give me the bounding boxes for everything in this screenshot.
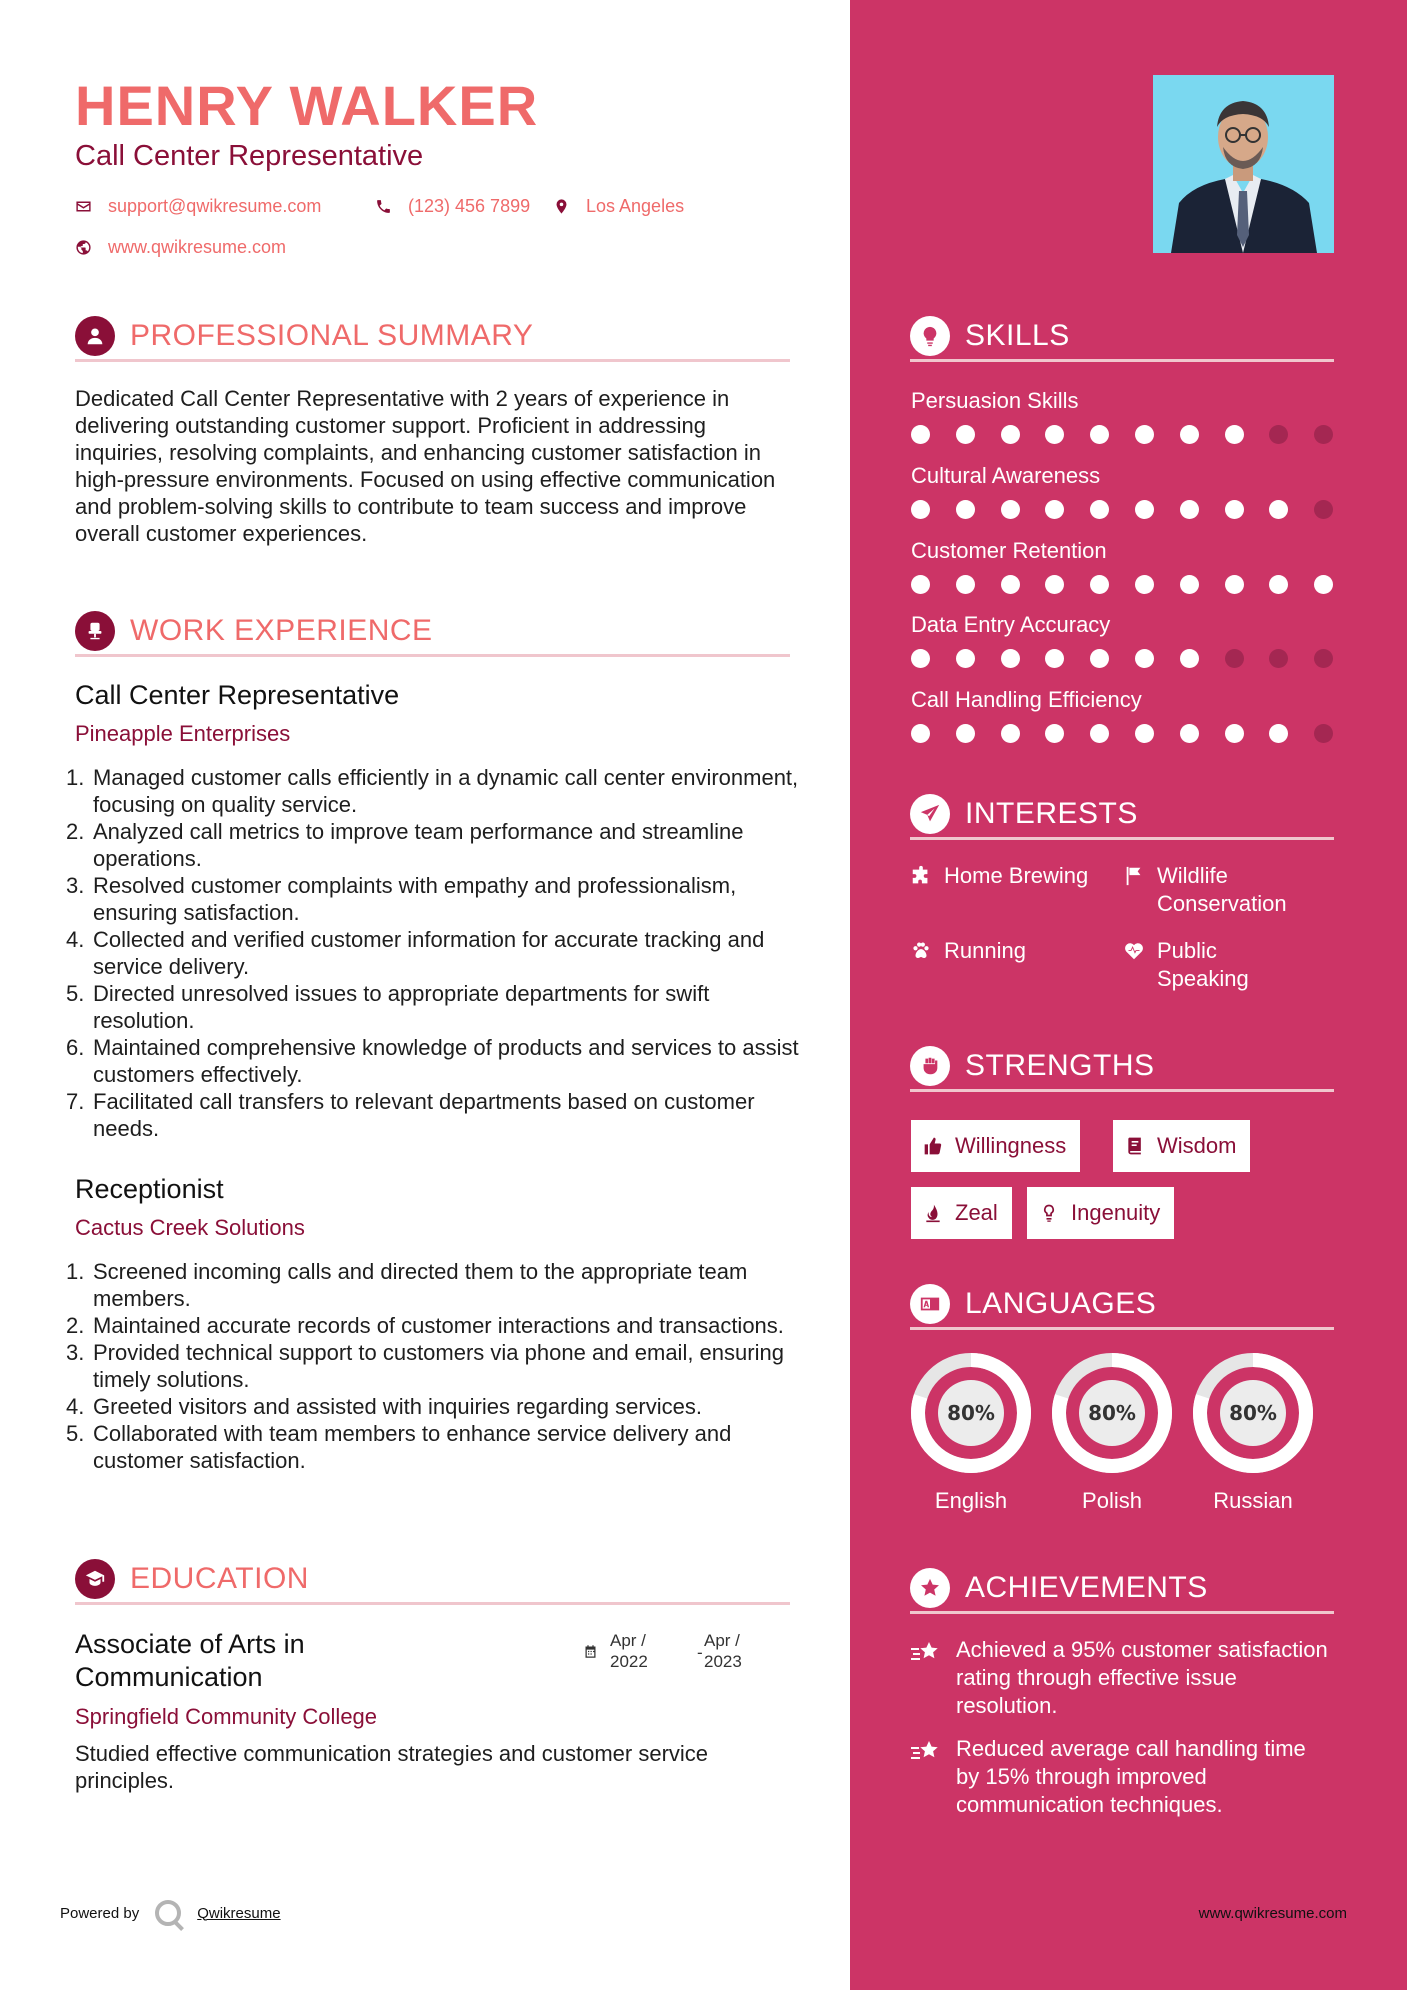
rating-dot-filled xyxy=(1180,649,1199,668)
list-item: 6. Maintained comprehensive knowledge of products and services to assist customers effectively. xyxy=(66,1035,799,1087)
rating-dot-filled xyxy=(1135,425,1154,444)
job-duties-list xyxy=(66,1258,801,1474)
summary-heading: PROFESSIONAL SUMMARY xyxy=(130,319,534,352)
experience-section-header xyxy=(75,611,790,657)
rating-dot-filled xyxy=(956,724,975,743)
experience-heading: WORK EXPERIENCE xyxy=(130,614,433,647)
rating-dot-empty xyxy=(1314,500,1333,519)
rating-dot-filled xyxy=(911,649,930,668)
website-text: www.qwikresume.com xyxy=(108,237,287,257)
list-item: 2. Maintained accurate records of customer interactions and transactions. xyxy=(66,1313,784,1338)
fist-icon xyxy=(910,1046,950,1086)
envelope-icon xyxy=(75,198,92,215)
user-icon xyxy=(75,316,115,356)
achievements-heading: ACHIEVEMENTS xyxy=(965,1571,1208,1604)
phone-contact[interactable] xyxy=(375,196,530,217)
edu-start-month: Apr / xyxy=(610,1631,646,1650)
rating-dot-filled xyxy=(911,575,930,594)
achievements-section-header xyxy=(910,1568,1334,1614)
book-icon xyxy=(1125,1136,1145,1156)
email-text: support@qwikresume.com xyxy=(108,196,322,216)
rating-dot-filled xyxy=(1045,649,1064,668)
rating-dot-filled xyxy=(1001,724,1020,743)
rating-dot-filled xyxy=(1180,724,1199,743)
globe-icon xyxy=(75,239,92,256)
summary-text: Dedicated Call Center Representative with 2 years of experience in delivering outstanding customer support. Proficient in addressing inquiries, resolving complaints, and enhancing customer satisfaction in high-pressure environments. Focused on using effective communication and problem-solving skills to contribute to team success and improve overall customer experiences. xyxy=(75,386,776,546)
language-percent: 80% xyxy=(1229,1401,1277,1425)
rating-dot-empty xyxy=(1225,649,1244,668)
languages-section-header xyxy=(910,1284,1334,1330)
skill-rating xyxy=(911,425,1333,444)
edu-date-separator: - xyxy=(697,1643,703,1662)
rating-dot-filled xyxy=(956,575,975,594)
skill-name: Persuasion Skills xyxy=(911,388,1079,413)
skill-name: Data Entry Accuracy xyxy=(911,612,1111,637)
strengths-section-header xyxy=(910,1046,1334,1092)
candidate-role: Call Center Representative xyxy=(75,140,424,172)
strength-label: Wisdom xyxy=(1157,1133,1237,1158)
star-badge-icon xyxy=(910,1568,950,1608)
rating-dot-empty xyxy=(1314,724,1333,743)
strength-label: Willingness xyxy=(955,1133,1067,1158)
skill-name: Call Handling Efficiency xyxy=(911,687,1142,712)
rating-dot-filled xyxy=(1045,575,1064,594)
interest-label: Public Speaking xyxy=(1157,938,1249,991)
strength-chip xyxy=(1113,1120,1250,1172)
achievement-item xyxy=(910,1735,1330,1819)
edu-end-year: 2023 xyxy=(704,1652,742,1671)
powered-by-text: Powered by xyxy=(60,1904,140,1922)
interest-item xyxy=(1123,937,1293,993)
skill-rating xyxy=(911,575,1333,594)
rating-dot-filled xyxy=(1090,425,1109,444)
skill-name: Customer Retention xyxy=(911,538,1107,563)
language-item xyxy=(1051,1352,1173,1514)
rating-dot-filled xyxy=(1001,500,1020,519)
rating-dot-filled xyxy=(1001,575,1020,594)
rating-dot-filled xyxy=(1269,724,1288,743)
rating-dot-filled xyxy=(1269,500,1288,519)
rating-dot-filled xyxy=(1225,724,1244,743)
strength-chip xyxy=(1027,1187,1174,1239)
shooting-star-icon xyxy=(910,1640,940,1666)
achievement-text: Reduced average call handling time by 15% through improved communication techniques. xyxy=(956,1736,1306,1817)
rating-dot-filled xyxy=(1180,425,1199,444)
edu-start-year: 2022 xyxy=(610,1652,648,1671)
skill-rating xyxy=(911,500,1333,519)
interest-item xyxy=(910,862,1088,890)
rating-dot-filled xyxy=(1045,425,1064,444)
list-item: 2. Analyzed call metrics to improve team performance and streamline operations. xyxy=(66,819,744,871)
language-progress-ring xyxy=(910,1352,1032,1474)
school-name: Springfield Community College xyxy=(75,1704,378,1729)
location-contact xyxy=(553,196,684,217)
summary-section-header xyxy=(75,316,790,362)
language-item xyxy=(1192,1352,1314,1514)
rating-dot-filled xyxy=(911,500,930,519)
interests-heading: INTERESTS xyxy=(965,797,1138,830)
paw-icon xyxy=(910,940,932,962)
rating-dot-filled xyxy=(911,724,930,743)
list-item: 4. Collected and verified customer information for accurate tracking and service delivery. xyxy=(66,927,765,979)
strength-label: Zeal xyxy=(955,1200,998,1225)
rating-dot-filled xyxy=(1314,575,1333,594)
rating-dot-filled xyxy=(1269,575,1288,594)
language-name: Russian xyxy=(1213,1488,1293,1513)
calendar-icon xyxy=(583,1644,598,1659)
heartbeat-icon xyxy=(1123,940,1145,962)
rating-dot-filled xyxy=(1180,500,1199,519)
rating-dot-filled xyxy=(1045,500,1064,519)
job-company: Cactus Creek Solutions xyxy=(75,1215,305,1240)
rating-dot-filled xyxy=(1135,575,1154,594)
interest-label: Wildlife Conservation xyxy=(1157,863,1287,916)
rating-dot-filled xyxy=(1090,649,1109,668)
strength-chip xyxy=(911,1120,1080,1172)
rating-dot-filled xyxy=(1090,500,1109,519)
office-chair-icon xyxy=(75,611,115,651)
degree-title: Associate of Arts in Communication xyxy=(75,1629,305,1692)
languages-heading: LANGUAGES xyxy=(965,1287,1157,1320)
rating-dot-filled xyxy=(1135,724,1154,743)
interest-label: Running xyxy=(944,938,1026,963)
candidate-name: HENRY WALKER xyxy=(75,74,539,137)
website-contact[interactable] xyxy=(75,237,286,258)
list-item: 1. Screened incoming calls and directed them to the appropriate team members. xyxy=(66,1259,748,1311)
skills-section-header xyxy=(910,316,1334,362)
strengths-heading: STRENGTHS xyxy=(965,1049,1155,1082)
rating-dot-filled xyxy=(1225,500,1244,519)
language-percent: 80% xyxy=(1088,1401,1136,1425)
brand-link[interactable]: Qwikresume xyxy=(197,1904,281,1922)
job-duties-list xyxy=(66,764,801,1142)
language-percent: 80% xyxy=(947,1401,995,1425)
list-item: 3. Resolved customer complaints with empathy and professionalism, ensuring satisfaction. xyxy=(66,873,737,925)
skills-heading: SKILLS xyxy=(965,319,1070,352)
interest-label: Home Brewing xyxy=(944,863,1089,888)
education-description: Studied effective communication strategies and customer service principles. xyxy=(75,1741,709,1793)
lightbulb-icon xyxy=(1039,1203,1059,1223)
rating-dot-filled xyxy=(1090,575,1109,594)
email-contact[interactable] xyxy=(75,196,321,217)
rating-dot-filled xyxy=(1135,649,1154,668)
profile-photo xyxy=(1153,75,1334,253)
list-item: 5. Collaborated with team members to enhance service delivery and customer satisfaction. xyxy=(66,1421,732,1473)
edu-start-date xyxy=(610,1630,648,1672)
achievement-text: Achieved a 95% customer satisfaction rating through effective issue resolution. xyxy=(956,1637,1328,1718)
rating-dot-empty xyxy=(1269,649,1288,668)
job-title: Call Center Representative xyxy=(75,680,400,710)
interest-item xyxy=(910,937,1026,965)
qwikresume-logo-icon xyxy=(155,1900,181,1926)
map-pin-icon xyxy=(553,198,570,215)
rating-dot-filled xyxy=(1225,575,1244,594)
rating-dot-filled xyxy=(1225,425,1244,444)
language-name: English xyxy=(934,1488,1008,1513)
list-item: 4. Greeted visitors and assisted with inquiries regarding services. xyxy=(66,1394,702,1419)
skill-name: Cultural Awareness xyxy=(911,463,1101,488)
rating-dot-filled xyxy=(956,500,975,519)
rating-dot-filled xyxy=(1090,724,1109,743)
rating-dot-filled xyxy=(956,425,975,444)
shooting-star-icon xyxy=(910,1739,940,1765)
phone-text: (123) 456 7899 xyxy=(408,196,531,216)
translate-icon xyxy=(910,1284,950,1324)
skill-rating xyxy=(911,724,1333,743)
rating-dot-filled xyxy=(956,649,975,668)
rating-dot-empty xyxy=(1269,425,1288,444)
list-item: 7. Facilitated call transfers to relevant departments based on customer needs. xyxy=(66,1089,755,1141)
rating-dot-empty xyxy=(1314,649,1333,668)
graduate-icon xyxy=(75,1559,115,1599)
list-item: 5. Directed unresolved issues to appropriate departments for swift resolution. xyxy=(66,981,710,1033)
edu-end-date xyxy=(704,1630,742,1672)
phone-icon xyxy=(375,198,392,215)
language-progress-ring xyxy=(1192,1352,1314,1474)
footer-url[interactable]: www.qwikresume.com xyxy=(1198,1905,1347,1922)
language-item xyxy=(910,1352,1032,1514)
edu-end-month: Apr / xyxy=(704,1631,740,1650)
rating-dot-empty xyxy=(1314,425,1333,444)
job-company: Pineapple Enterprises xyxy=(75,721,291,746)
flag-icon xyxy=(1123,865,1145,887)
thumbs-up-icon xyxy=(923,1136,943,1156)
list-item: 1. Managed customer calls efficiently in a dynamic call center environment, focusing on quality service. xyxy=(66,765,799,817)
strength-label: Ingenuity xyxy=(1071,1200,1161,1225)
list-item: 3. Provided technical support to customers via phone and email, ensuring timely solutions. xyxy=(66,1340,784,1392)
rating-dot-filled xyxy=(1001,649,1020,668)
rating-dot-filled xyxy=(911,425,930,444)
puzzle-icon xyxy=(910,865,932,887)
language-name: Polish xyxy=(1082,1488,1142,1513)
education-heading: EDUCATION xyxy=(130,1562,309,1595)
achievement-item xyxy=(910,1636,1330,1720)
powered-by xyxy=(60,1900,281,1926)
job-title: Receptionist xyxy=(75,1174,224,1204)
flame-icon xyxy=(923,1203,943,1223)
location-text: Los Angeles xyxy=(586,196,685,216)
interest-item xyxy=(1123,862,1323,918)
interests-section-header xyxy=(910,794,1334,840)
skill-rating xyxy=(911,649,1333,668)
paper-plane-icon xyxy=(910,794,950,834)
education-section-header xyxy=(75,1559,790,1605)
rating-dot-filled xyxy=(1001,425,1020,444)
rating-dot-filled xyxy=(1045,724,1064,743)
rating-dot-filled xyxy=(1180,575,1199,594)
language-progress-ring xyxy=(1051,1352,1173,1474)
lightbulb-icon xyxy=(910,316,950,356)
rating-dot-filled xyxy=(1135,500,1154,519)
strength-chip xyxy=(911,1187,1012,1239)
